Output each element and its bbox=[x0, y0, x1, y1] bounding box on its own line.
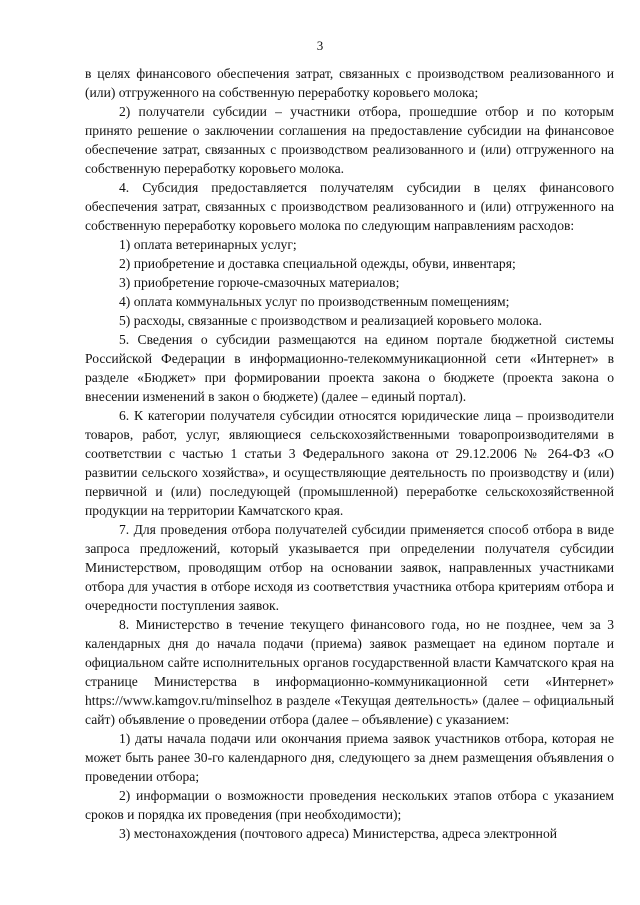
paragraph: в целях финансового обеспечения затрат, связанных с производством реализованного и (или) отгруженного на собственную переработку коровьего молока; bbox=[85, 66, 614, 100]
list-item: 4) оплата коммунальных услуг по производственным помещениям; bbox=[119, 294, 510, 309]
list-item: 2) информации о возможности проведения нескольких этапов отбора с указанием сроков и порядка их проведения (при необходимости); bbox=[85, 788, 614, 822]
list-item: 2) приобретение и доставка специальной одежды, обуви, инвентаря; bbox=[119, 256, 516, 271]
document-body bbox=[85, 64, 614, 843]
paragraph: 8. Министерство в течение текущего финансового года, но не позднее, чем за 3 календарных дня до начала подачи (приема) заявок размещает на едином портале и официальном сайте исполнительных органов государственной власти Камчатского края на странице Министерства в информационно-коммуникационной сети «Интернет» https://www.kamgov.ru/minselhoz в разделе «Текущая деятельность» (далее – официальный сайт) объявление о проведении отбора (далее – объявление) с указанием: bbox=[85, 617, 614, 727]
page-number: 3 bbox=[316, 38, 324, 53]
list-item: 1) оплата ветеринарных услуг; bbox=[119, 237, 297, 252]
paragraph: 5. Сведения о субсидии размещаются на едином портале бюджетной системы Российской Федерации в информационно-телекоммуникационной сети «Интернет» в разделе «Бюджет» при формировании проекта закона о бюджете (проекта закона о внесении изменений в закон о бюджете) (далее – единый портал). bbox=[85, 332, 614, 404]
list-item: 5) расходы, связанные с производством и реализацией коровьего молока. bbox=[119, 313, 542, 328]
list-item: 1) даты начала подачи или окончания приема заявок участников отбора, которая не может быть ранее 30-го календарного дня, следующего за днем размещения объявления о проведении отбора; bbox=[85, 731, 614, 784]
paragraph: 2) получатели субсидии – участники отбора, прошедшие отбор и по которым принято решение о заключении соглашения на предоставление субсидии на финансовое обеспечение затрат, связанных с производством реализованного и (или) отгруженного на собственную переработку коровьего молока. bbox=[85, 104, 614, 176]
list-item: 3) приобретение горюче-смазочных материалов; bbox=[119, 275, 400, 290]
paragraph: 6. К категории получателя субсидии относятся юридические лица – производители товаров, работ, услуг, являющиеся сельскохозяйственными товаропроизводителями в соответствии с частью 1 статьи 3 Федерального закона от 29.12.2006 № 264-ФЗ «О развитии сельского хозяйства», и осуществляющие деятельность по производству и (или) первичной и (или) последующей (промышленной) переработке сельскохозяйственной продукции на территории Камчатского края. bbox=[85, 408, 614, 518]
paragraph: 4. Субсидия предоставляется получателям субсидии в целях финансового обеспечения затрат, связанных с производством реализованного и (или) отгруженного на собственную переработку коровьего молока по следующим направлениям расходов: bbox=[85, 180, 614, 233]
list-item: 3) местонахождения (почтового адреса) Министерства, адреса электронной bbox=[119, 826, 558, 841]
paragraph: 7. Для проведения отбора получателей субсидии применяется способ отбора в виде запроса предложений, который указывается при определении получателя субсидии Министерством, проводящим отбор на основании заявок, направленных участниками отбора для участия в отборе исходя из соответствия участника отбора критериям отбора и очередности поступления заявок. bbox=[85, 522, 614, 613]
